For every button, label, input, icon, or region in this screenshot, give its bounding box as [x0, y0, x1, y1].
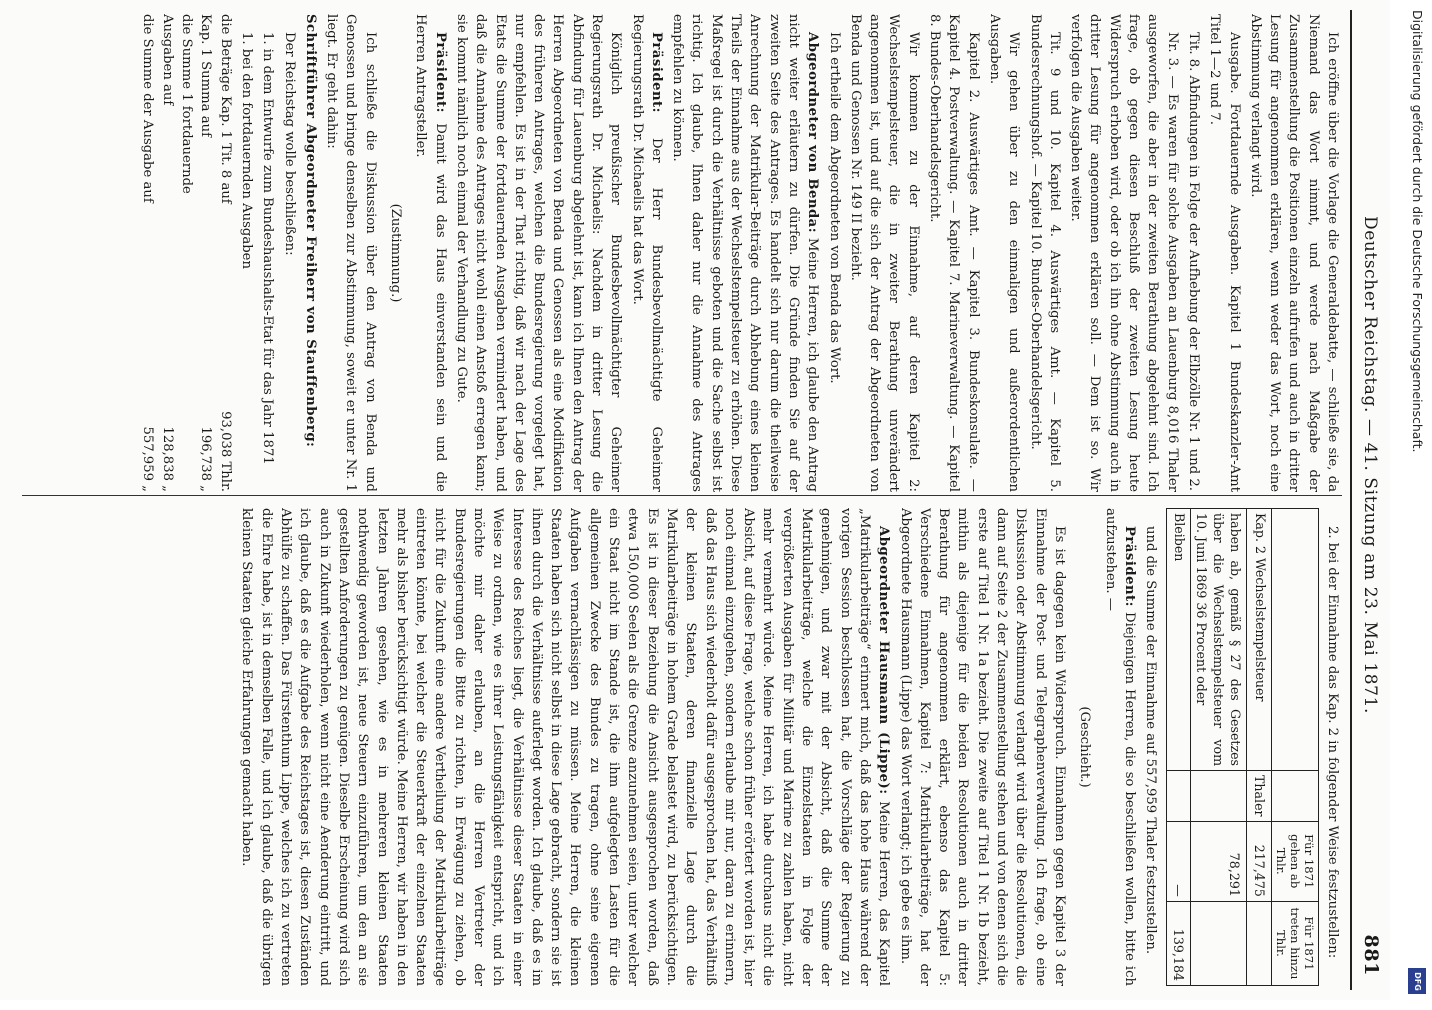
paragraph: Tit. 8. Abfindungen in Folge der Aufhebung der Elbzölle Nr. 1 und 2. [1185, 32, 1201, 491]
column-divider [22, 495, 1342, 496]
budget-amount: 196,738 „ [198, 426, 214, 492]
speaker-name: Abgeordneter von Benda: [805, 32, 821, 234]
budget-amount: 128,838 „ [159, 426, 175, 492]
digitization-credit-strip [1402, 0, 1432, 1000]
table-cell-hinzu [1191, 901, 1247, 985]
table-row [1191, 509, 1247, 986]
table-cell-ab: — [1167, 821, 1191, 901]
interjection: (Geschieht.) [1077, 706, 1093, 788]
table-cell-unit [1191, 771, 1247, 822]
paragraph: Ich ertheile dem Abgeordneten von Benda das Wort. [826, 32, 842, 384]
table-header-cell: Für 1871 treten hinzu Thlr. [1271, 901, 1318, 985]
paragraph: Kapitel 2. Auswärtiges Amt. — Kapitel 3. Bundeskonsulate. — Kapitel 4. Postverwaltung. — Kapitel 7. Marineverwaltung. — Kapitel 8. Bundes-Oberhandelsgericht. [927, 14, 981, 492]
budget-line [177, 14, 196, 492]
table-cell-ab: 78,291 [1191, 821, 1247, 901]
table-cell-label: Bleiben [1167, 509, 1191, 771]
list-item: 1. in dem Entwurfe zum Bundeshaushalts-Etat für das Jahr 1871 [260, 32, 276, 465]
speech [627, 14, 666, 492]
page-number: 881 [1360, 934, 1382, 976]
page-header-title: Deutscher Reichstag. — 41. Sitzung am 23. Mai 1871. [1360, 215, 1380, 715]
speaker-name: Präsident: [1121, 526, 1137, 608]
paragraph: Ausgabe. Fortdauernde Ausgaben. Kapitel 1 Bundeskanzler-Amt Titel 1—2 und 7. [1207, 14, 1242, 492]
speech [301, 14, 320, 492]
paragraph: Wir kommen zu der Einnahme, auf deren Kapitel 2: Wechselstempelsteuer, die in zweiter Berathung unverändert angenommen ist, und auf die sich der Antrag der Abgeordneten von Benda und Genossen Nr. 149 II bezieht. [847, 14, 921, 492]
paragraph: Der Reichstag wolle beschließen: [281, 32, 297, 256]
paragraph: Tit. 9 und 10. Kapitel 4. Auswärtiges Amt. — Kapitel 5. Bundesrechnungshof. — Kapitel 10. Bundes-Oberhandelsgericht. [1027, 14, 1062, 492]
budget-line [215, 14, 234, 492]
paragraph: Es ist dagegen kein Widerspruch. Einnahmen gegen Kapitel 3 der Einnahme der Post- und Telegraphenverwaltung. Ich frage, ob eine Diskussion oder Abstimmung verlangt wird über die Resolutionen, die dann auf Seite 2 der Zusammenstellung stehen und von denen sich die erste auf Titel 1 Nr. 1a bezieht. Die zweite auf Titel 1 Nr. 1b bezieht, mithin als diejenige für die beiden Resolutionen auch in dritter Berathung für angenommen erklärt, ebenso das Kapitel 5: Verschiedene Einnahmen, Kapitel 7: Matrikularbeiträge, hat der Abgeordnete Hausmann (Lippe) das Wort verlangt; ich gebe es ihm. [897, 508, 1067, 986]
table-cell-label: haben ab, gemäß § 27 des Gesetzes über die Wechselstempelsteuer vom 10. Juni 1869 36 Procent oder [1191, 509, 1247, 771]
paragraph: Wir gehen über zu den einmaligen und außerordentlichen Ausgaben. [986, 14, 1022, 492]
table-header-cell [1271, 509, 1318, 771]
speech-text: Meine Herren, ich glaube den Antrag nicht weiter erläutern zu dürfen. Die Gründe finden Sie auf der zweiten Seite des Antrages. Es handelt sich nur darum die theilweise Anrechnung der Matrikular-Beiträge durch Abhebung eines kleinen Theils der Einnahme aus der Wechselstempelsteuer zu erhöhen. Diese Maßregel ist durch die Verhältnisse geboten und die Sache selbst ist richtig. Ich glaube, Ihnen daher nur die Annahme des Antrages empfehlen zu können. [670, 14, 821, 492]
paragraph: Ich eröffne über die Vorlage die Generaldebatte, — schließe sie, da Niemand das Wort nimmt, und werde nach Maßgabe der Zusammenstellung die Positionen einzeln aufrufen und auch in dritter Lesung für angenommen erklären, wenn weder das Wort, noch eine Abstimmung verlangt wird. [1247, 14, 1340, 492]
table-header-cell [1271, 771, 1318, 822]
table-cell-ab: 217,475 [1247, 821, 1271, 901]
budget-amount: 93,038 Thlr. [217, 411, 233, 492]
budget-line [138, 14, 157, 492]
digitization-credit-text: Digitalisierung gefördert durch die Deutsche Forschungsgemeinschaft. [1410, 10, 1425, 453]
budget-label: Kap. 1 Summa auf [198, 14, 214, 137]
list-item: 2. bei der Einnahme das Kap. 2 in folgender Weise festzustellen: [1325, 526, 1340, 959]
speaker-name: Präsident: [648, 32, 664, 114]
speaker-name: Schriftführer Abgeordneter Freiherr von Stauffenberg: [302, 14, 318, 448]
paragraph: Nr. 3. — Es waren für solche Ausgaben an Lauenburg 8,016 Thaler ausgeworfen, die aber in der zweiten Berathung abgelehnt sind. Ich frage, ob gegen diesen Beschluß der zweiten Lesung heute Widerspruch erhoben wird, oder ob ich ihn ohne Abstimmung auch in dritter Lesung für angenommen erklären soll. — Dem ist so. Wir verfolgen die Ausgaben weiter. [1068, 14, 1180, 492]
speech-text: Diejenigen Herren, die so beschließen wollen, bitte ich aufzustehen. — [1102, 508, 1137, 986]
speech-text: Damit wird das Haus einverstanden sein und die Herren Antragsteller. [413, 14, 448, 492]
page-header [1354, 18, 1384, 982]
table-header-row [1271, 509, 1318, 986]
left-column [12, 14, 1342, 492]
budget-label: die Beträge Kap. 1 Tit. 8 auf [217, 14, 233, 204]
table-header-cell: Für 1871 gehen ab Thlr. [1271, 821, 1318, 901]
budget-amount [177, 422, 196, 492]
table-cell-hinzu [1247, 901, 1271, 985]
paragraph: Königlich preußischer Bundesbevollmächtigter Geheimer Regierungsrath Dr. Michaelis: Nachdem in dritter Lesung die Abfindung für Lauenburg abgelehnt ist, kann ich Ihnen den Antrag der Herren Abgeordneten von Benda und Genossen als eine Modifikation des früheren Antrages, welchen die Bundesregierung vorgelegt hat, nur empfehlen. Es ist in der That richtig, daß wir nach der Lage des Etats die Summe der fortdauernden Ausgaben vermindert haben, und daß die Annahme des Antrages nicht wohl einen Anstoß erregen kann; sie kommt nämlich noch einmal der Verhandlung zu Gute. [453, 14, 624, 492]
revenue-table [1166, 508, 1319, 986]
speech [237, 508, 893, 986]
speech [668, 14, 822, 492]
speech [411, 14, 450, 492]
budget-label: die Summe 1 fortdauernde [179, 14, 195, 194]
list-item: 1. bei den fortdauernden Ausgaben [238, 32, 254, 269]
budget-amount: 557,959 „ [140, 426, 156, 492]
speech-text: Meine Herren, das Kapitel „Matrikularbeiträge“ erinnert mich, daß das hohe Haus während der vorigen Session beschlossen hat, die Vorschläge der Regierung zu genehmigen, und zwar mit der Absicht, daß die Summe der Matrikularbeiträge, welche die Einzelstaaten in Folge der vergrößerten Ausgaben für Militär und Marine zu zahlen haben, nicht mehr vermehrt würde. Meine Herren, ich habe durchaus nicht die Absicht, auf diese Frage, welche schon früher erörtert worden ist, hier noch einmal einzugehen, sondern erlaube mir nur, daran zu erinnern, daß das Haus sich wiederholt dafür ausgesprochen hat, das Verhältniß der kleinen Staaten, deren finanzielle Lage durch die Matrikularbeiträge in hohem Grade belastet wird, zu berücksichtigen. Es ist in dieser Beziehung die Ansicht ausgesprochen worden, daß etwa 150,000 Seelen als die Grenze anzunehmen seien, unter welcher ein Staat nicht im Stande ist, die ihm aufgelegten Lasten für die allgemeinen Zwecke des Bundes zu tragen, ohne seine eigenen Aufgaben vernachlässigen zu müssen. Meine Herren, die kleinen Staaten haben sich nicht selbst in diese Lage gebracht, sondern sie ist ihnen durch die Verhältnisse auferlegt worden. Ich glaube, daß es im Interesse des Reiches liegt, die Verhältnisse dieser Staaten in einer Weise zu ordnen, wie es ihrer Leistungsfähigkeit entspricht, und ich möchte mir daher erlauben, an die Herren Vertreter der Bundesregierungen die Bitte zu richten, in Erwägung zu ziehen, ob nicht für die Zukunft eine andere Vertheilung der Matrikularbeiträge eintreten könnte, bei welcher die Steuerkraft der einzelnen Staaten mehr als bisher berücksichtigt würde. Meine Herren, wir haben in den letzten Jahren gesehen, wie es in mehreren kleinen Staaten nothwendig geworden ist, neue Steuern einzuführen, um den an sie gestellten Anforderungen zu genügen. Dieselbe Erscheinung wird sich auch in Zukunft wiederholen, wenn nicht eine Aenderung eintritt, und ich glaube, daß es die Aufgabe des Reichstages ist, diesen Zuständen Abhülfe zu schaffen. Das Fürstenthum Lippe, welches ich zu vertreten die Ehre habe, ist in demselben Falle, und ich glaube, daß die übrigen kleinen Staaten gleiche Erfahrungen gemacht haben. [239, 508, 892, 986]
interjection: (Zustimmung.) [388, 203, 404, 303]
right-column [12, 508, 1342, 986]
table-cell-label: Kap. 2 Wechselstempelsteuer [1247, 509, 1271, 771]
budget-line [157, 14, 176, 492]
table-cell-unit [1167, 771, 1191, 822]
speaker-name: Präsident: [432, 32, 448, 114]
dfg-logo-icon: DFG [1408, 968, 1426, 994]
budget-label: Ausgaben auf [159, 14, 175, 106]
table-row [1247, 509, 1271, 986]
speech-text: Der Herr Bundesbevollmächtigte Geheimer Regierungsrath Dr. Michaelis hat das Wort. [629, 14, 664, 492]
table-row [1167, 509, 1191, 986]
budget-label: die Summe der Ausgabe auf [140, 14, 156, 203]
paragraph: Ich schließe die Diskussion über den Antrag von Benda und Genossen und bringe denselben zur Abstimmung, soweit er unter Nr. 1 liegt. Er geht dahin: [324, 14, 378, 492]
header-rule [1350, 10, 1352, 990]
paragraph: und die Summe der Einnahme auf 557,959 Thaler festzustellen. [1143, 526, 1159, 955]
table-cell-hinzu: 139,184 [1167, 901, 1191, 985]
table-cell-unit: Thaler [1247, 771, 1271, 822]
speech [1100, 508, 1139, 986]
speaker-name: Abgeordneter Hausmann (Lippe): [876, 526, 892, 795]
budget-line [196, 14, 215, 492]
